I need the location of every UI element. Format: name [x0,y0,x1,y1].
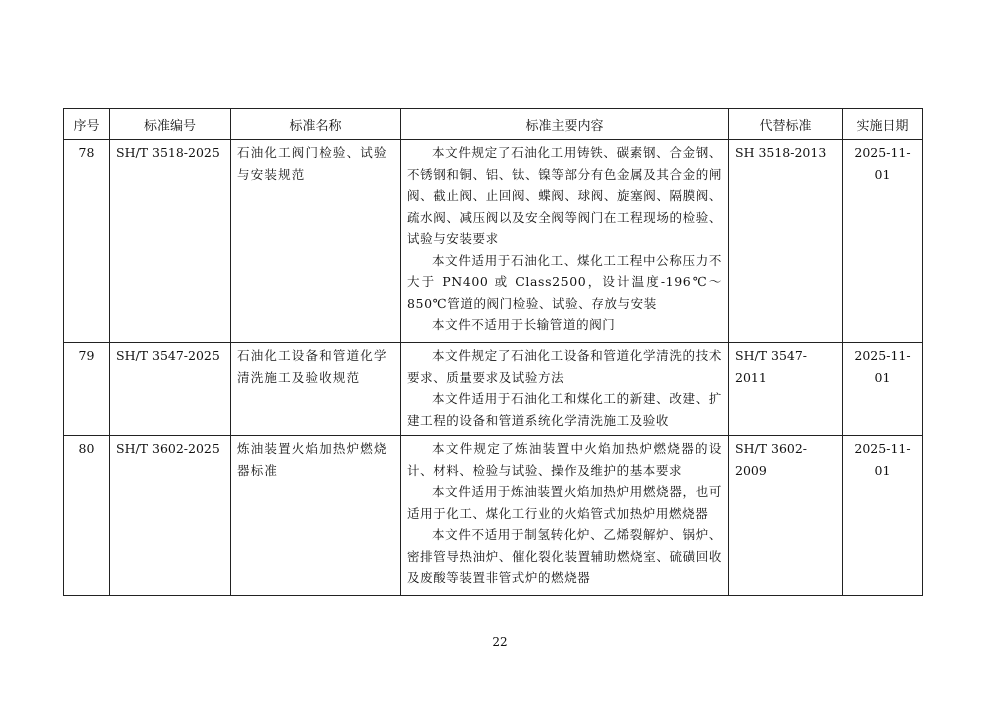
header-replaces: 代替标准 [729,109,843,140]
standard-content [401,140,729,343]
standard-name: 石油化工设备和管道化学清洗施工及验收规范 [231,343,401,436]
standard-content [401,343,729,436]
row-number: 79 [64,343,110,436]
table-row [64,343,923,436]
standard-code: SH/T 3547-2025 [110,343,231,436]
header-date: 实施日期 [843,109,923,140]
table-row [64,140,923,343]
content-paragraph: 本文件规定了炼油装置中火焰加热炉燃烧器的设计、材料、检验与试验、操作及维护的基本要求 [407,441,722,478]
row-number: 80 [64,436,110,596]
table-header-row [64,109,923,140]
content-paragraph: 本文件规定了石油化工用铸铁、碳素钢、合金钢、不锈钢和铜、铝、钛、镍等部分有色金属及其合金的闸阀、截止阀、止回阀、蝶阀、球阀、旋塞阀、隔膜阀、疏水阀、减压阀以及安全阀等阀门在工程现场的检验、试验与安装要求 [407,145,722,246]
content-paragraph: 本文件规定了石油化工设备和管道化学清洗的技术要求、质量要求及试验方法 [407,348,722,385]
header-no: 序号 [64,109,110,140]
standard-name: 石油化工阀门检验、试验与安装规范 [231,140,401,343]
content-paragraph: 本文件不适用于长输管道的阀门 [432,317,616,332]
header-name: 标准名称 [231,109,401,140]
content-paragraph: 本文件适用于炼油装置火焰加热炉用燃烧器，也可适用于化工、煤化工行业的火焰管式加热炉用燃烧器 [407,484,722,521]
standard-code: SH/T 3602-2025 [110,436,231,596]
effective-date: 2025-11-01 [843,140,923,343]
content-paragraph: 本文件不适用于制氢转化炉、乙烯裂解炉、锅炉、密排管导热油炉、催化裂化装置辅助燃烧室、硫磺回收及废酸等装置非管式炉的燃烧器 [407,527,722,585]
row-number: 78 [64,140,110,343]
replaced-standard: SH 3518-2013 [729,140,843,343]
standard-name: 炼油装置火焰加热炉燃烧器标准 [231,436,401,596]
content-paragraph: 本文件适用于石油化工和煤化工的新建、改建、扩建工程的设备和管道系统化学清洗施工及验收 [407,391,722,428]
standards-table [63,108,923,596]
standard-code: SH/T 3518-2025 [110,140,231,343]
page-number: 22 [492,635,508,649]
content-paragraph: 本文件适用于石油化工、煤化工工程中公称压力不大于 PN400 或 Class2500，设计温度-196℃～850℃管道的阀门检验、试验、存放与安装 [407,252,722,311]
effective-date: 2025-11-01 [843,343,923,436]
header-content: 标准主要内容 [401,109,729,140]
effective-date: 2025-11-01 [843,436,923,596]
replaced-standard: SH/T 3602-2009 [729,436,843,596]
header-code: 标准编号 [110,109,231,140]
standard-content [401,436,729,596]
replaced-standard: SH/T 3547-2011 [729,343,843,436]
table-row [64,436,923,596]
